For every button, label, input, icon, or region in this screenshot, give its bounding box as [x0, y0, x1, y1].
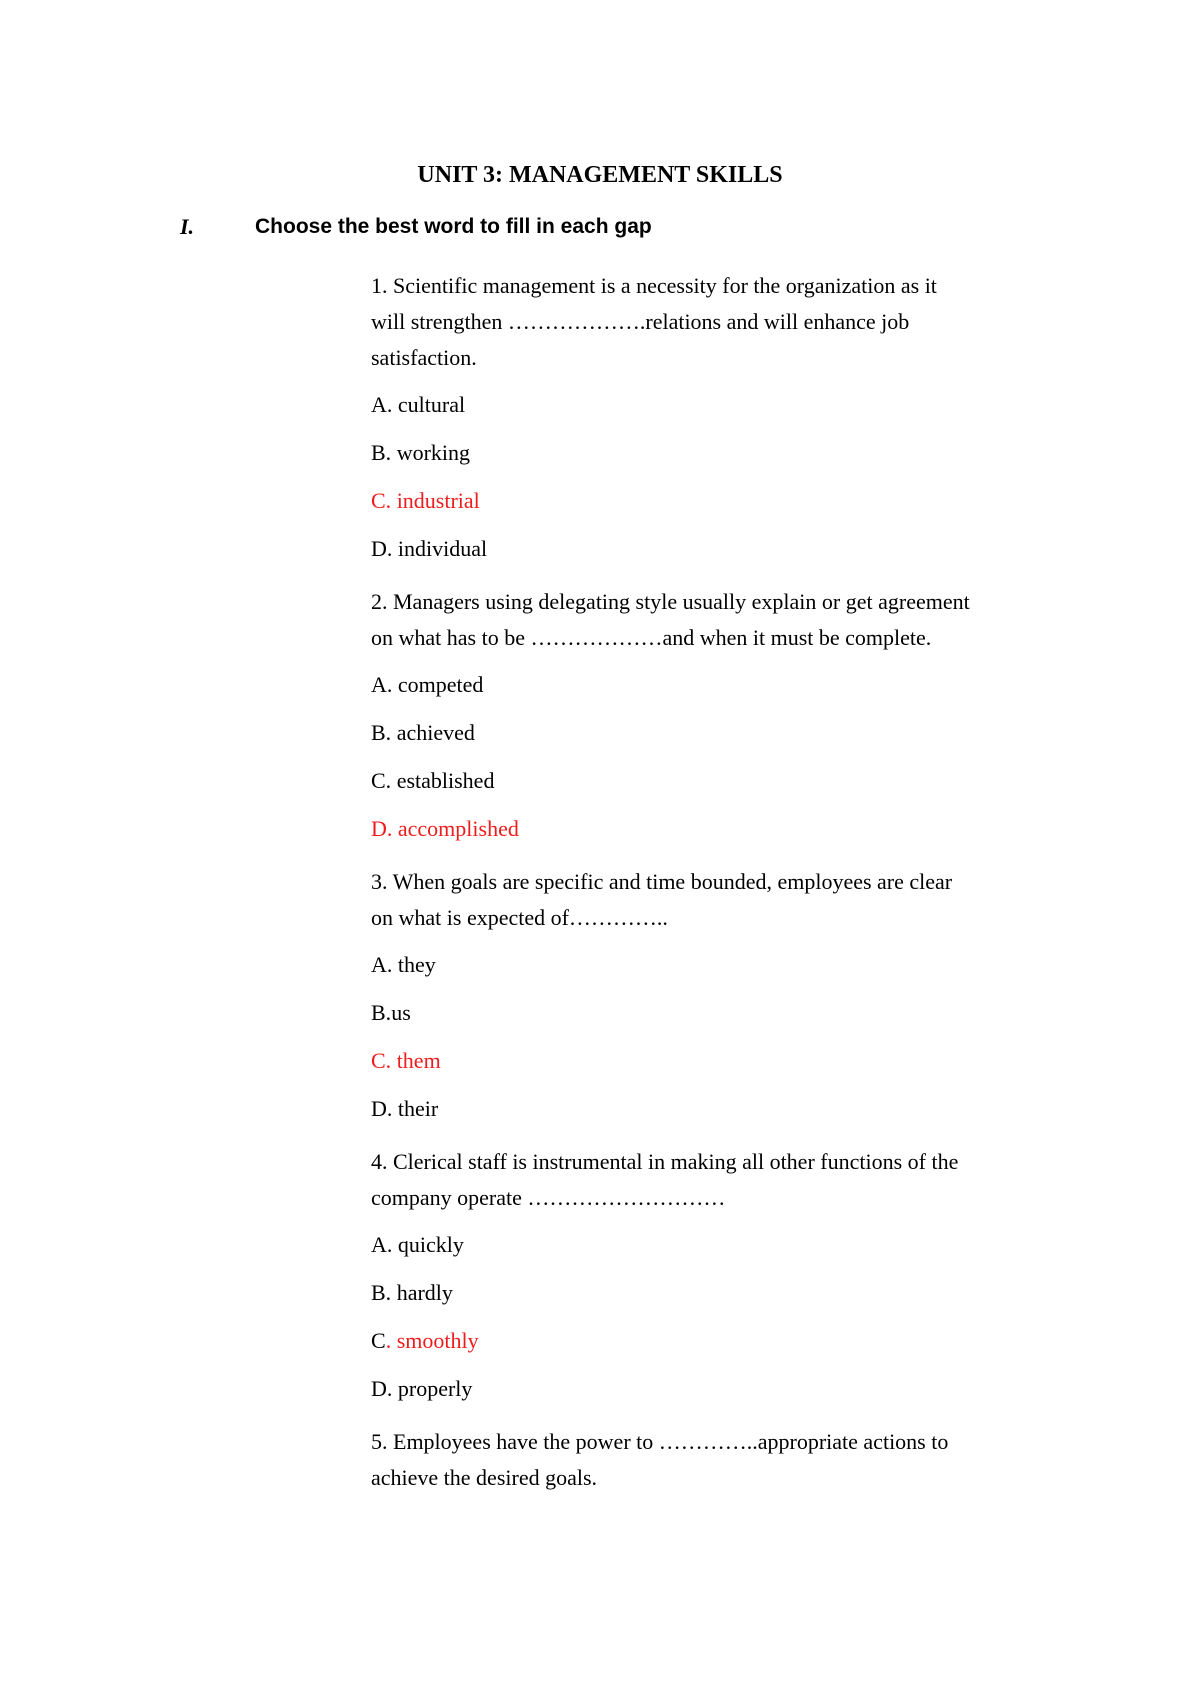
- option-text: quickly: [392, 1232, 464, 1257]
- answer-option: [371, 766, 1111, 796]
- option-text: industrial: [391, 488, 480, 513]
- option-text: working: [391, 440, 471, 465]
- question-stem-line: satisfaction.: [371, 345, 477, 370]
- answer-option: [371, 1094, 1111, 1124]
- option-text: established: [391, 768, 495, 793]
- option-text: cultural: [392, 392, 466, 417]
- question-stem-line: will strengthen ……………….relations and will enhance job: [371, 309, 910, 334]
- question-stem: [371, 864, 1111, 936]
- option-text: they: [392, 952, 436, 977]
- question-stem-line: 2. Managers using delegating style usually explain or get agreement: [371, 589, 970, 614]
- answer-option: [371, 390, 1111, 420]
- unit-title: UNIT 3: MANAGEMENT SKILLS: [417, 162, 783, 188]
- option-text: hardly: [391, 1280, 453, 1305]
- option-letter: A.: [371, 1232, 393, 1257]
- question-stem-line: 3. When goals are specific and time bounded, employees are clear: [371, 869, 953, 894]
- option-letter: A.: [371, 392, 393, 417]
- question-list: [371, 268, 1111, 1516]
- question-stem-line: 5. Employees have the power to …………..appropriate actions to: [371, 1429, 949, 1454]
- question-stem: [371, 268, 1111, 376]
- question-stem-line: 4. Clerical staff is instrumental in making all other functions of the: [371, 1149, 959, 1174]
- answer-option: [371, 1278, 1111, 1308]
- option-letter: D.: [371, 816, 393, 841]
- answer-option: [371, 670, 1111, 700]
- option-text: achieved: [391, 720, 475, 745]
- answer-option-correct: [371, 486, 1111, 516]
- question-stem: [371, 584, 1111, 656]
- question-stem: [371, 1424, 1111, 1496]
- option-letter: C.: [371, 768, 392, 793]
- option-letter: C: [371, 1328, 386, 1353]
- option-text: individual: [392, 536, 488, 561]
- question-5: [371, 1424, 1111, 1496]
- section-heading: [180, 212, 1080, 242]
- option-letter: B.: [371, 1000, 392, 1025]
- option-text: accomplished: [392, 816, 519, 841]
- question-stem-line: on what has to be ………………and when it must be complete.: [371, 625, 932, 650]
- option-letter: B.: [371, 1280, 392, 1305]
- answer-option: [371, 1374, 1111, 1404]
- answer-option: [371, 998, 1111, 1028]
- question-stem: [371, 1144, 1111, 1216]
- option-letter: B.: [371, 440, 392, 465]
- option-text: us: [391, 1000, 411, 1025]
- option-text: their: [392, 1096, 439, 1121]
- option-letter: D.: [371, 536, 393, 561]
- section-instruction: Choose the best word to fill in each gap: [255, 215, 652, 238]
- question-2: [371, 584, 1111, 844]
- question-stem-line: 1. Scientific management is a necessity for the organization as it: [371, 273, 937, 298]
- option-text: competed: [392, 672, 484, 697]
- option-text: properly: [392, 1376, 473, 1401]
- answer-option-correct: [371, 1326, 1111, 1356]
- option-letter: D.: [371, 1096, 393, 1121]
- question-stem-line: company operate ………………………: [371, 1185, 726, 1210]
- option-letter: A.: [371, 672, 393, 697]
- option-text: . smoothly: [385, 1328, 479, 1353]
- option-text: them: [391, 1048, 441, 1073]
- question-stem-line: achieve the desired goals.: [371, 1465, 598, 1490]
- question-1: [371, 268, 1111, 564]
- answer-option-correct: [371, 1046, 1111, 1076]
- option-letter: C.: [371, 488, 392, 513]
- option-letter: C.: [371, 1048, 392, 1073]
- answer-option-correct: [371, 814, 1111, 844]
- answer-option: [371, 534, 1111, 564]
- answer-option: [371, 438, 1111, 468]
- option-letter: A.: [371, 952, 393, 977]
- answer-option: [371, 950, 1111, 980]
- option-letter: B.: [371, 720, 392, 745]
- question-stem-line: on what is expected of…………..: [371, 905, 668, 930]
- answer-option: [371, 1230, 1111, 1260]
- question-4: [371, 1144, 1111, 1404]
- option-letter: D.: [371, 1376, 393, 1401]
- answer-option: [371, 718, 1111, 748]
- question-3: [371, 864, 1111, 1124]
- section-numeral: I.: [180, 214, 195, 239]
